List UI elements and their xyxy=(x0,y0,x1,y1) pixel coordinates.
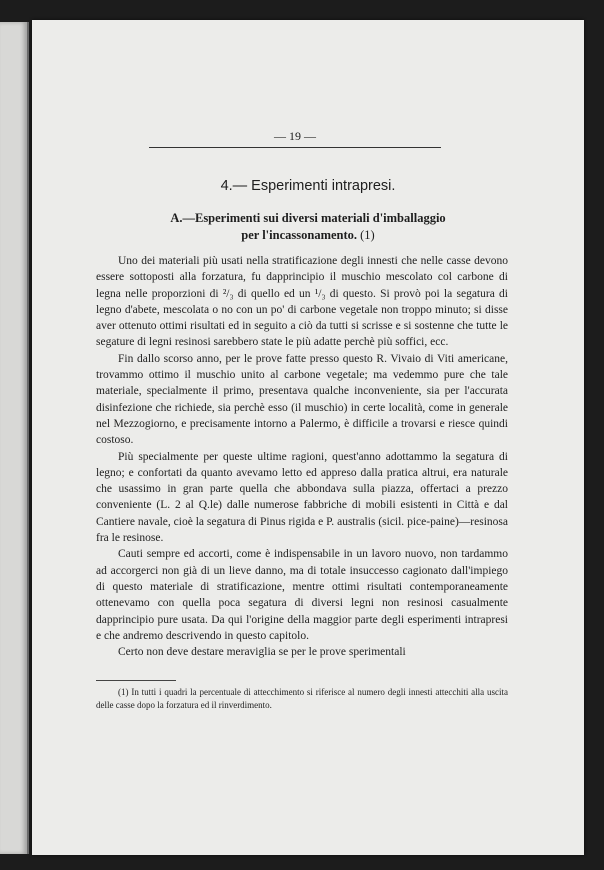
subsection-title-line1: A.—Esperimenti sui diversi materiali d'imballaggio xyxy=(170,211,446,225)
paragraph-4: Cauti sempre ed accorti, come è indispensabile in un lavoro nuovo, non tardammo ad accorgerci non già di un lieve danno, ma di totale insuccesso cagionato dall'impiego di questo materiale di stratificazione, mentre ottimi risultati contemporaneamente ottenevamo con quella poca segatura di diversi legni non resinosi casualmente dapprincipio pure usata. Da qui l'origine della maggior parte degli esperimenti intrapresi e che andremo descrivendo in questo capitolo. xyxy=(96,548,508,642)
book-page xyxy=(32,20,584,855)
subsection-title-line2-text: per l'incassonamento. xyxy=(241,228,358,242)
footnote-divider xyxy=(96,680,176,681)
paragraph-1: Uno dei materiali più usati nella stratificazione degli innesti che nelle casse devono essere sottoposti alla forzatura, fu dapprincipio il muschio mescolato col carbone di legna nelle proporzioni di ²/₃ di quello ed un ¹/₃ di questo. Si provò poi la segatura di legno d'abete, mescolata o no con un po' di carbone vegetale non troppo minuto; si disse aver ottenuto ottimi risultati ed in seguito a ciò da tutti si scrisse e si sostenne che tutte le segature di legni resinosi sarebbero state le più adatte perchè più soffici, ecc. xyxy=(96,255,508,349)
paragraph-2: Fin dallo scorso anno, per le prove fatte presso questo R. Vivaio di Viti americane, trovammo ottimo il muschio unito al carbone vegetale; ma vedemmo pure che tale materiale, specialmente il primo, presentava qualche inconveniente, sia per l'accurata disinfezione che richiede, sia perchè esso (il muschio) in certe località, come in generale nel Mezzogiorno, e precisamente intorno a Palermo, è difficile a trovarsi e riesce quindi costoso. xyxy=(96,352,508,447)
section-title: 4.— Esperimenti intrapresi. xyxy=(220,178,396,194)
subsection-title-line2 xyxy=(32,227,584,244)
footnote-reference: (1) xyxy=(360,228,375,242)
body-text xyxy=(96,253,508,660)
footnote: (1) In tutti i quadri la percentuale di attecchimento si riferisce al numero degli innesti attecchiti alla uscita delle casse dopo la forzatura ed il rinverdimento. xyxy=(96,687,508,710)
paragraph-5: Certo non deve destare meraviglia se per le prove sperimentali xyxy=(118,646,406,659)
paragraph-3: Più specialmente per queste ultime ragioni, quest'anno adottammo la segatura di legno; e confortati da quanto avevamo letto ed appreso dalla pratica altrui, era naturale che usassimo in gran parte quella che abbondava sulla piazza, offertaci a prezzo conveniente (L. 2 al Q.le) dalle numerose fabbriche di mobili esistenti in Città e dal Cantiere navale, cioè la segatura di Pinus rigida e P. australis (sicil. pice-paine)—resinosa fra le resinose. xyxy=(96,450,508,545)
facing-page-edge xyxy=(0,22,29,854)
page-number: — 19 — xyxy=(149,129,441,148)
subsection-title xyxy=(32,210,584,244)
